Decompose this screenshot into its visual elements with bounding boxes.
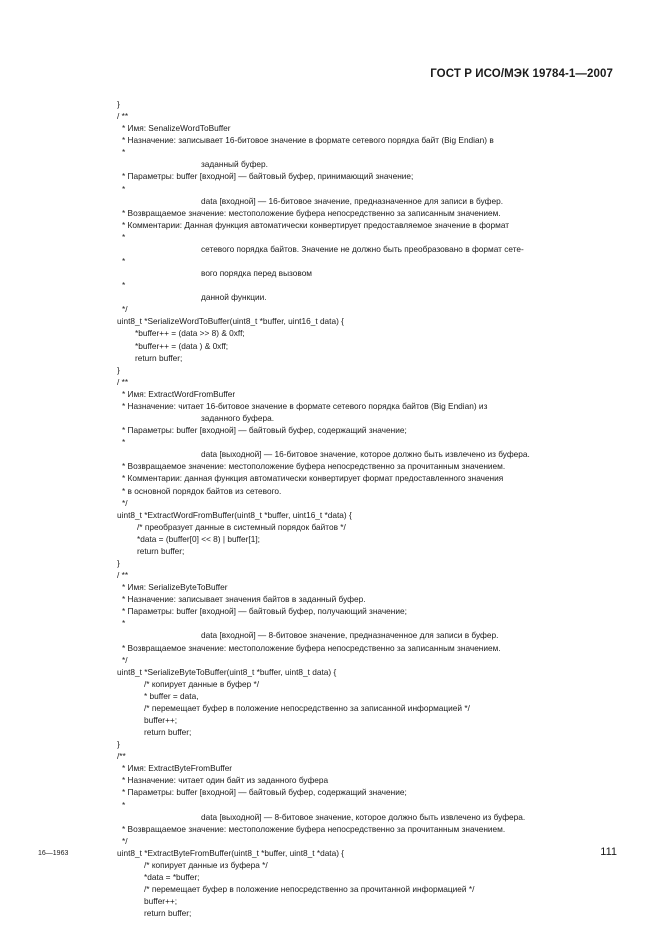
code-line-text: *buffer++ = (data >> 8) & 0xff; [135, 328, 245, 339]
code-line [117, 195, 617, 207]
code-line [117, 799, 617, 811]
code-line [117, 448, 617, 460]
code-listing [117, 98, 617, 919]
code-line-text: * [122, 183, 126, 194]
code-line-text: вого порядка перед вызовом [201, 268, 313, 279]
code-line [117, 823, 617, 835]
code-line-text: *buffer++ = (data ) & 0xff; [135, 340, 229, 351]
code-line [117, 895, 617, 907]
code-line-text: /* копирует данные в буфер */ [144, 678, 260, 689]
code-line-text: * Назначение: читает один байт из заданного буфера [122, 775, 329, 786]
code-line-text: * Назначение: читает 16-битовое значение в формате сетевого порядка байтов (Big Endian) из [122, 400, 488, 411]
code-line [117, 581, 617, 593]
code-line-text: * Параметры: buffer [входной] — байтовый буфер, содержащий значение; [122, 787, 407, 798]
code-line [117, 690, 617, 702]
code-line-text: * Назначение: записывает значения байтов в заданный буфер. [122, 594, 366, 605]
code-line-text: * в основной порядок байтов из сетевого. [122, 485, 282, 496]
code-line-text: */ [122, 654, 128, 665]
code-line [117, 340, 617, 352]
code-line-text: * buffer = data, [144, 690, 199, 701]
code-line [117, 364, 617, 376]
code-line-text: return buffer; [135, 352, 183, 363]
code-line [117, 907, 617, 919]
code-line-text: */ [122, 304, 128, 315]
code-line [117, 786, 617, 798]
code-line [117, 738, 617, 750]
code-line [117, 327, 617, 339]
code-line-text: заданного буфера. [201, 413, 275, 424]
code-line-text: * [122, 799, 126, 810]
code-line-text: *data = *buffer; [144, 872, 200, 882]
code-line-text: /* перемещает буфер в положение непосредственно за прочитанной информацией */ [144, 884, 475, 895]
code-line-text: сетевого порядка байтов. Значение не должно быть преобразовано в формат сете- [201, 243, 524, 254]
code-line [117, 847, 617, 859]
code-line [117, 557, 617, 569]
code-line [117, 472, 617, 484]
code-line [117, 183, 617, 195]
code-line [117, 533, 617, 545]
code-line-text: * [122, 437, 126, 448]
code-line [117, 666, 617, 678]
code-line [117, 678, 617, 690]
code-line-text: * Возвращаемое значение: местоположение буфера непосредственно за записанным значением. [122, 207, 501, 218]
code-line [117, 98, 617, 110]
code-line-text: buffer++; [144, 714, 178, 725]
code-line [117, 871, 617, 883]
code-line [117, 279, 617, 291]
code-line-text: data [выходной] — 16-битовое значение, которое должно быть извлечено из буфера. [201, 449, 530, 460]
code-line [117, 231, 617, 243]
code-line-text: * [122, 256, 126, 267]
print-mark: 16—1963 [38, 850, 69, 857]
code-line [117, 291, 617, 303]
code-line-text: * Имя: ExtractByteFromBuffer [122, 763, 233, 774]
code-line [117, 134, 617, 146]
code-line-text: } [117, 739, 120, 750]
code-line-text: * Возвращаемое значение: местоположение буфера непосредственно за записанным значением. [122, 642, 501, 653]
code-line-text: uint8_t *ExtractWordFromBuffer(uint8_t *buffer, uint16_t *data) { [117, 509, 352, 520]
code-line-text: * [122, 618, 126, 629]
code-line-text: uint8_t *ExtractByteFromBuffer(uint8_t *buffer, uint8_t *data) { [117, 847, 345, 858]
code-line [117, 545, 617, 557]
code-line-text: */ [122, 497, 128, 508]
code-line [117, 424, 617, 436]
code-line-text: /** [117, 751, 126, 762]
code-line [117, 243, 617, 255]
code-line-text: return buffer; [144, 727, 192, 738]
page-number: 111 [600, 846, 617, 858]
code-line [117, 122, 617, 134]
code-line [117, 460, 617, 472]
code-line [117, 859, 617, 871]
code-line-text: * Возвращаемое значение: местоположение буфера непосредственно за прочитанным значением. [122, 461, 506, 472]
code-line-text: * [122, 280, 126, 291]
code-line-text: *data = (buffer[0] << 8) | buffer[1]; [137, 533, 260, 544]
code-line [117, 400, 617, 412]
code-line [117, 158, 617, 170]
code-line [117, 485, 617, 497]
code-line [117, 509, 617, 521]
code-line-text: * Имя: SerializeByteToBuffer [122, 582, 228, 593]
code-line-text: return buffer; [137, 545, 185, 556]
code-line [117, 569, 617, 581]
code-line [117, 207, 617, 219]
code-line [117, 605, 617, 617]
code-line [117, 436, 617, 448]
code-line-text: uint8_t *SerializeByteToBuffer(uint8_t *buffer, uint8_t data) { [117, 666, 337, 677]
code-line-text: return buffer; [144, 908, 192, 919]
code-line-text: * Возвращаемое значение: местоположение буфера непосредственно за прочитанным значением. [122, 823, 506, 834]
code-line [117, 617, 617, 629]
code-line-text: * Назначение: записывает 16-битовое значение в формате сетевого порядка байт (Big Endian) в [122, 135, 494, 146]
code-line [117, 883, 617, 895]
code-line-text: data [входной] — 16-битовое значение, предназначенное для записи в буфер. [201, 195, 504, 206]
code-line [117, 315, 617, 327]
code-line-text: * Имя: SenalizeWordToBuffer [122, 123, 231, 134]
code-line-text: * Комментарии: Данная функция автоматически конвертирует предоставляемое значение в формат [122, 219, 510, 230]
code-line-text: данной функции. [201, 292, 267, 303]
code-line [117, 774, 617, 786]
code-line [117, 388, 617, 400]
code-line-text: / ** [117, 570, 129, 581]
code-line-text: /* преобразует данные в системный порядок байтов */ [137, 521, 346, 532]
code-line-text: * Комментарии: данная функция автоматически конвертирует формат предоставленного значения [122, 473, 504, 484]
code-line [117, 811, 617, 823]
code-line-text: /* копирует данные из буфера */ [144, 859, 268, 870]
code-line [117, 303, 617, 315]
code-line [117, 352, 617, 364]
code-line-text: } [117, 99, 120, 109]
code-line-text: data [выходной] — 8-битовое значение, которое должно быть извлечено из буфера. [201, 811, 526, 822]
code-line-text: } [117, 364, 120, 375]
code-line-text: data [входной] — 8-битовое значение, предназначенное для записи в буфер. [201, 630, 499, 641]
code-line-text: */ [122, 835, 128, 846]
code-line [117, 146, 617, 158]
code-line [117, 521, 617, 533]
code-line [117, 497, 617, 509]
code-line [117, 170, 617, 182]
code-line-text: заданный буфер. [201, 159, 268, 170]
code-line [117, 642, 617, 654]
code-line-text: buffer++; [144, 896, 178, 907]
code-line-text: * [122, 231, 126, 242]
code-line-text: / ** [117, 376, 129, 387]
code-line-text: * Параметры: buffer [входной] — байтовый буфер, содержащий значение; [122, 425, 407, 436]
code-line [117, 702, 617, 714]
code-line-text: * Параметры: buffer [входной] — байтовый буфер, принимающий значение; [122, 171, 414, 182]
code-line [117, 376, 617, 388]
code-line-text: uint8_t *SerializeWordToBuffer(uint8_t *buffer, uint16_t data) { [117, 316, 344, 327]
code-line [117, 750, 617, 762]
code-line-text: /* перемещает буфер в положение непосредственно за записанной информацией */ [144, 702, 470, 713]
code-line [117, 714, 617, 726]
code-line [117, 726, 617, 738]
code-line [117, 267, 617, 279]
code-line [117, 762, 617, 774]
code-line [117, 593, 617, 605]
code-line [117, 255, 617, 267]
page-header: ГОСТ Р ИСО/МЭК 19784-1—2007 [430, 68, 613, 80]
code-line-text: * Имя: ExtractWordFromBuffer [122, 388, 236, 399]
code-line [117, 835, 617, 847]
code-line-text: * Параметры: buffer [входной] — байтовый буфер, получающий значение; [122, 606, 407, 617]
code-line [117, 412, 617, 424]
code-line-text: } [117, 557, 120, 568]
code-line [117, 219, 617, 231]
code-line-text: * [122, 147, 126, 158]
code-line [117, 654, 617, 666]
code-line [117, 629, 617, 641]
code-line-text: / ** [117, 111, 129, 122]
code-line [117, 110, 617, 122]
